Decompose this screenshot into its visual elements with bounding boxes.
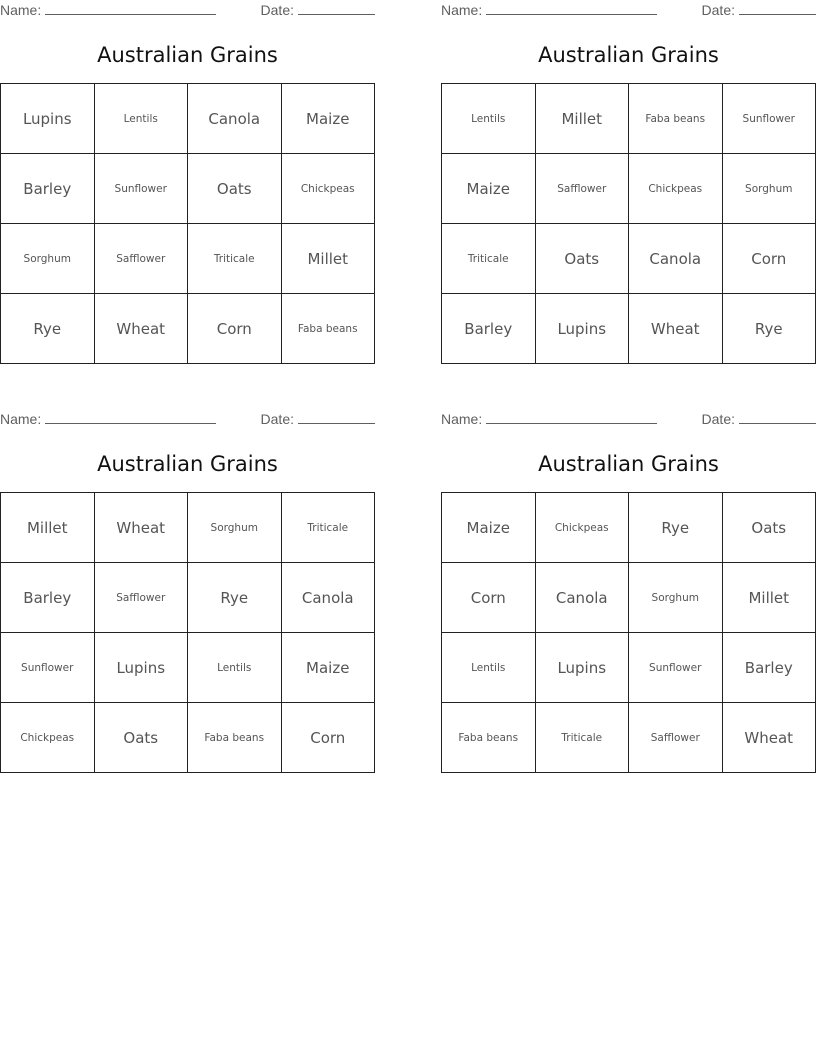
date-field [261, 411, 375, 427]
bingo-cell: Faba beans [188, 703, 282, 773]
name-field [441, 411, 657, 427]
date-blank-line [739, 411, 816, 424]
name-field [0, 2, 216, 18]
date-label: Date: [260, 411, 294, 427]
bingo-cell: Sunflower [723, 84, 816, 154]
bingo-cell: Wheat [95, 294, 189, 364]
bingo-cell: Lentils [188, 633, 282, 703]
date-blank-line [739, 2, 816, 15]
date-label: Date: [701, 411, 735, 427]
bingo-cell: Lentils [95, 84, 189, 154]
bingo-cell: Rye [1, 294, 95, 364]
bingo-cell: Millet [282, 224, 376, 294]
bingo-cell: Triticale [442, 224, 536, 294]
bingo-grid [0, 492, 375, 773]
bingo-cell: Canola [629, 224, 723, 294]
card-title: Australian Grains [97, 452, 278, 476]
bingo-cell: Lupins [536, 294, 630, 364]
card-header [441, 411, 816, 429]
bingo-cell: Corn [723, 224, 816, 294]
bingo-cell: Barley [1, 154, 95, 224]
bingo-cell: Corn [282, 703, 376, 773]
card-title: Australian Grains [538, 43, 719, 67]
bingo-cell: Oats [536, 224, 630, 294]
bingo-grid [441, 83, 816, 364]
name-blank-line [45, 411, 216, 424]
name-label: Name: [0, 2, 42, 18]
name-label: Name: [441, 411, 483, 427]
date-field [702, 411, 816, 427]
date-blank-line [298, 2, 375, 15]
bingo-cell: Lupins [1, 84, 95, 154]
bingo-cell: Canola [188, 84, 282, 154]
date-label: Date: [701, 2, 735, 18]
bingo-cell: Lentils [442, 633, 536, 703]
bingo-cell: Wheat [723, 703, 816, 773]
bingo-cell: Maize [442, 154, 536, 224]
name-label: Name: [441, 2, 483, 18]
bingo-cell: Chickpeas [282, 154, 376, 224]
bingo-cell: Chickpeas [1, 703, 95, 773]
name-blank-line [486, 2, 657, 15]
date-field [702, 2, 816, 18]
bingo-cell: Rye [188, 563, 282, 633]
bingo-cell: Barley [442, 294, 536, 364]
bingo-cell: Millet [1, 493, 95, 563]
card-title: Australian Grains [538, 452, 719, 476]
bingo-cell: Triticale [188, 224, 282, 294]
bingo-cell: Rye [723, 294, 816, 364]
bingo-card [0, 0, 375, 372]
bingo-cell: Lupins [536, 633, 630, 703]
card-header [0, 2, 375, 20]
bingo-cell: Safflower [95, 563, 189, 633]
date-blank-line [298, 411, 375, 424]
bingo-cell: Faba beans [282, 294, 376, 364]
bingo-cell: Sorghum [188, 493, 282, 563]
bingo-cell: Lentils [442, 84, 536, 154]
card-header [441, 2, 816, 20]
bingo-cell: Sunflower [629, 633, 723, 703]
bingo-cell: Canola [536, 563, 630, 633]
bingo-cell: Sorghum [1, 224, 95, 294]
bingo-cell: Sorghum [723, 154, 816, 224]
bingo-cell: Lupins [95, 633, 189, 703]
bingo-grid [0, 83, 375, 364]
bingo-cell: Triticale [536, 703, 630, 773]
date-label: Date: [260, 2, 294, 18]
bingo-cell: Oats [188, 154, 282, 224]
date-field [261, 2, 375, 18]
bingo-cell: Sorghum [629, 563, 723, 633]
bingo-cell: Safflower [95, 224, 189, 294]
name-field [441, 2, 657, 18]
bingo-grid [441, 492, 816, 773]
bingo-cell: Rye [629, 493, 723, 563]
card-title: Australian Grains [97, 43, 278, 67]
bingo-cell: Faba beans [629, 84, 723, 154]
bingo-cell: Maize [282, 84, 376, 154]
bingo-cell: Sunflower [95, 154, 189, 224]
bingo-cell: Barley [1, 563, 95, 633]
bingo-cell: Barley [723, 633, 816, 703]
bingo-cell: Oats [723, 493, 816, 563]
name-field [0, 411, 216, 427]
bingo-cell: Millet [536, 84, 630, 154]
bingo-cell: Safflower [536, 154, 630, 224]
card-header [0, 411, 375, 429]
bingo-cell: Maize [282, 633, 376, 703]
bingo-cell: Millet [723, 563, 816, 633]
bingo-cell: Chickpeas [536, 493, 630, 563]
bingo-cell: Triticale [282, 493, 376, 563]
name-label: Name: [0, 411, 42, 427]
bingo-cell: Faba beans [442, 703, 536, 773]
name-blank-line [486, 411, 657, 424]
bingo-cell: Canola [282, 563, 376, 633]
bingo-cell: Sunflower [1, 633, 95, 703]
bingo-card [441, 0, 816, 372]
bingo-cell: Wheat [95, 493, 189, 563]
bingo-cell: Chickpeas [629, 154, 723, 224]
name-blank-line [45, 2, 216, 15]
bingo-cell: Maize [442, 493, 536, 563]
bingo-cell: Corn [442, 563, 536, 633]
bingo-card [0, 409, 375, 781]
bingo-cell: Safflower [629, 703, 723, 773]
bingo-cell: Oats [95, 703, 189, 773]
bingo-cell: Corn [188, 294, 282, 364]
bingo-card [441, 409, 816, 781]
bingo-cell: Wheat [629, 294, 723, 364]
